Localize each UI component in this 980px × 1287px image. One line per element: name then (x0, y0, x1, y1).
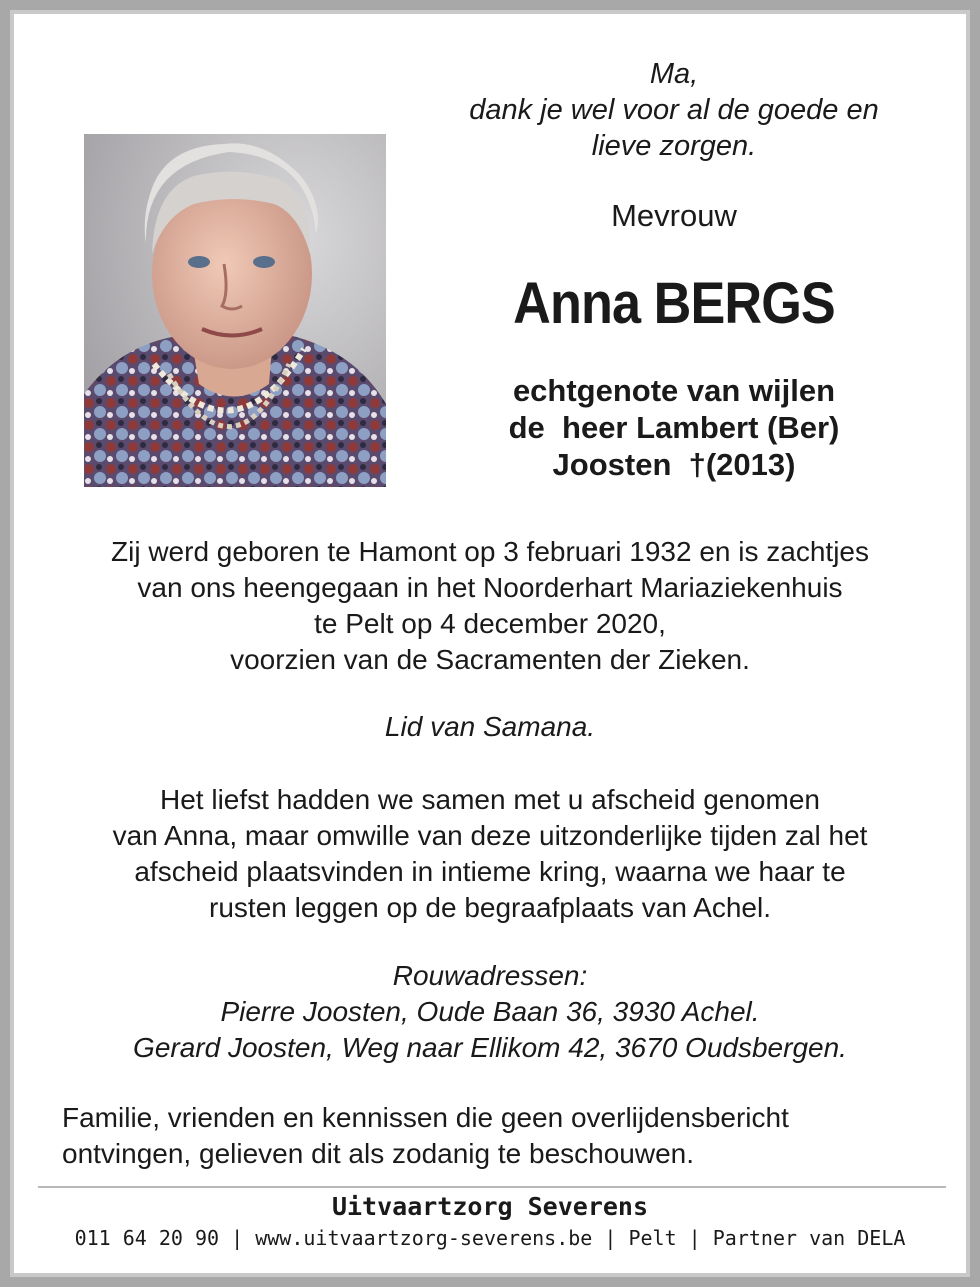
quote-line: lieve zorgen. (591, 130, 757, 162)
spouse-line: echtgenote van wijlen (512, 373, 836, 408)
spouse-line: de heer Lambert (Ber) (508, 410, 840, 445)
funeral-home-name: Uitvaartzorg Severens (331, 1192, 649, 1221)
spouse-line: Joosten †(2013) (552, 447, 796, 482)
addresses (34, 958, 946, 1066)
quote (424, 56, 924, 164)
spouse-info (424, 372, 924, 483)
funeral-home-info: 011 64 20 90 | www.uitvaartzorg-severens.be | Pelt | Partner van DELA (74, 1226, 906, 1250)
address-line: Pierre Joosten, Oude Baan 36, 3930 Achel. (220, 996, 760, 1027)
portrait-illustration (84, 134, 386, 487)
title: Mevrouw (611, 198, 737, 233)
notice-line: ontvingen, gelieven dit als zodanig te beschouwen. (62, 1138, 694, 1169)
obituary-card (10, 10, 970, 1277)
membership: Lid van Samana. (384, 711, 596, 742)
quote-line: dank je wel voor al de goede en (469, 94, 879, 126)
quote-line: Ma, (649, 58, 699, 90)
farewell-line: rusten leggen op de begraafplaats van Achel. (209, 892, 771, 923)
biography (34, 534, 946, 678)
biography-line: van ons heengegaan in het Noorderhart Mariaziekenhuis (137, 572, 843, 603)
addresses-heading: Rouwadressen: (392, 960, 588, 991)
farewell-line: van Anna, maar omwille van deze uitzonderlijke tijden zal het (112, 820, 868, 851)
divider (38, 1186, 946, 1188)
address-line: Gerard Joosten, Weg naar Ellikom 42, 3670 Oudsbergen. (133, 1032, 847, 1063)
farewell-text (34, 782, 946, 926)
notice (62, 1100, 922, 1172)
portrait-photo (84, 134, 386, 487)
farewell-line: Het liefst hadden we samen met u afscheid genomen (160, 784, 820, 815)
farewell-line: afscheid plaatsvinden in intieme kring, waarna we haar te (134, 856, 846, 887)
biography-line: Zij werd geboren te Hamont op 3 februari 1932 en is zachtjes (111, 536, 869, 567)
deceased-name: Anna BERGS (513, 271, 835, 336)
biography-line: te Pelt op 4 december 2020, (314, 608, 666, 639)
biography-line: voorzien van de Sacramenten der Zieken. (230, 644, 750, 675)
notice-line: Familie, vrienden en kennissen die geen overlijdensbericht (62, 1102, 789, 1133)
